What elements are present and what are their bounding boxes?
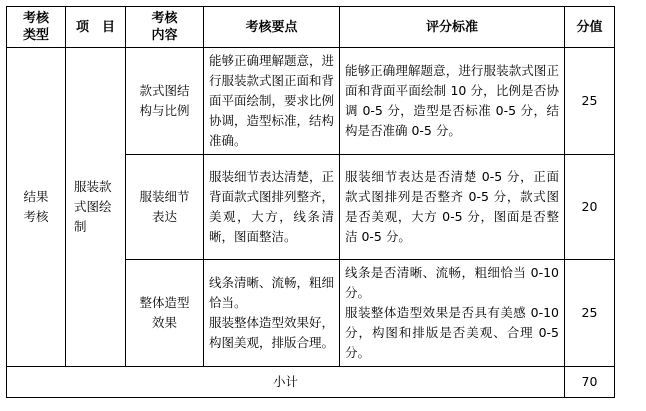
header-score: 分值 [565,7,615,48]
header-criteria: 评分标准 [340,7,565,48]
header-project: 项 目 [66,7,126,48]
category-cell: 结果 考核 [7,48,66,367]
criteria-cell: 线条是否清晰、流畅，粗细恰当 0-10 分。 服装整体造型效果是否具有美感 0-10 分，构图和排版是否美观、合理 0-5 分。 [340,260,565,367]
score-cell: 20 [565,155,615,260]
points-cell: 服装细节表达清楚，正背面款式图排列整齐，美观，大方，线条清晰，图面整洁。 [204,155,340,260]
score-cell: 25 [565,48,615,155]
content-cell: 款式图结 构与比例 [126,48,204,155]
subtotal-row [7,367,615,398]
content-cell: 服装细节 表达 [126,155,204,260]
header-type: 考核 类型 [7,7,66,48]
points-cell: 线条清晰、流畅，粗细恰当。 服装整体造型效果好，构图美观，排版合理。 [204,260,340,367]
header-content: 考核 内容 [126,7,204,48]
criteria-cell: 服装细节表达是否清楚 0-5 分，正面款式图排列是否整齐 0-5 分，款式图是否美观，大方 0-5 分，图面是否整洁 0-5 分。 [340,155,565,260]
score-cell: 25 [565,260,615,367]
subtotal-label: 小计 [7,367,565,398]
points-cell: 能够正确理解题意，进行服装款式图正面和背面平面绘制，要求比例协调，造型标准，结构准确。 [204,48,340,155]
table-row [7,48,615,155]
subtotal-value: 70 [565,367,615,398]
content-cell: 整体造型 效果 [126,260,204,367]
project-cell: 服装款 式图绘 制 [66,48,126,367]
header-points: 考核要点 [204,7,340,48]
header-row [7,7,615,48]
assessment-table [6,6,615,398]
criteria-cell: 能够正确理解题意，进行服装款式图正面和背面平面绘制 10 分，比例是否协调 0-5 分，造型是否标准 0-5 分，结构是否准确 0-5 分。 [340,48,565,155]
